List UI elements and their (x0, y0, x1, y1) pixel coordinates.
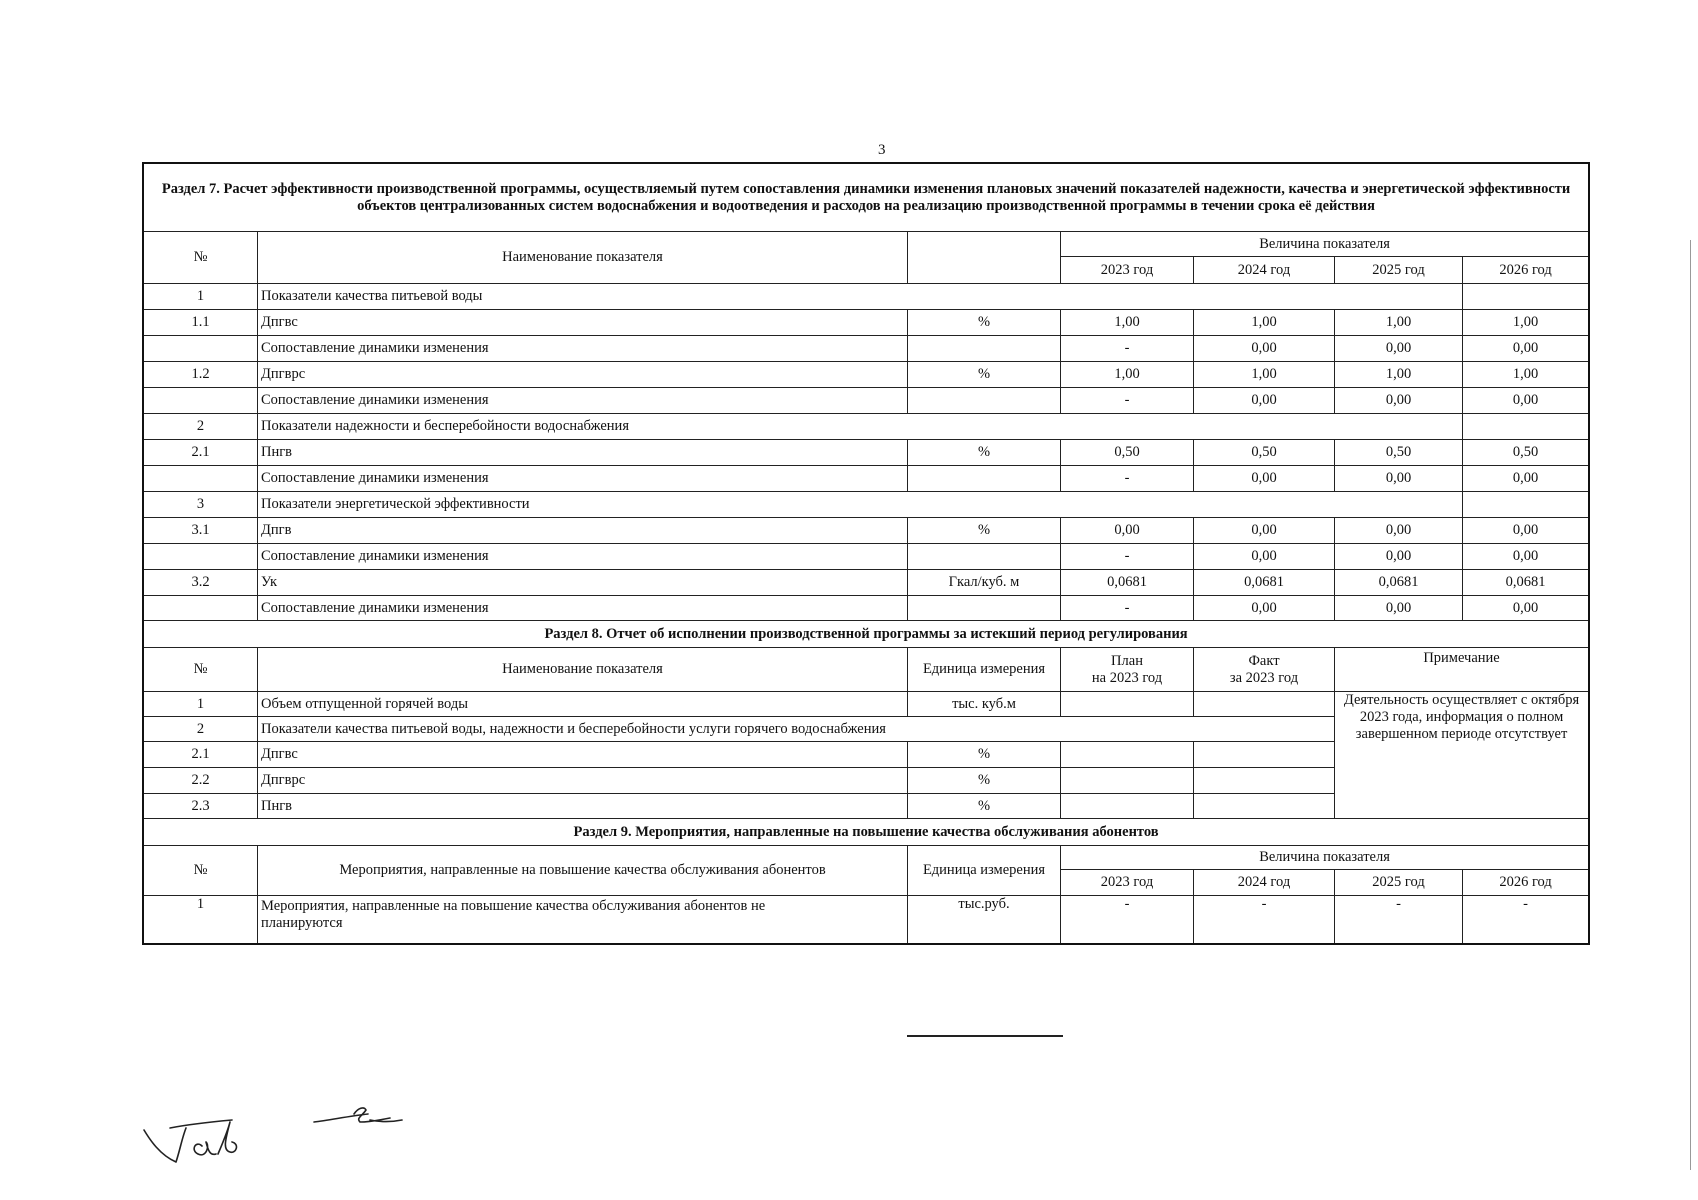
row-name: Показатели качества питьевой воды (258, 284, 1463, 310)
row-value: - (1335, 896, 1463, 944)
row-unit (908, 466, 1061, 492)
row-fact (1194, 692, 1335, 717)
row-plan (1061, 768, 1194, 794)
table-row (144, 388, 1589, 414)
row-empty (1463, 284, 1589, 310)
row-value: - (1061, 544, 1194, 570)
row-value: 0,00 (1335, 336, 1463, 362)
row-num: 2.1 (144, 742, 258, 768)
section8-title: Раздел 8. Отчет об исполнении производственной программы за истекший период регулирования (144, 621, 1589, 648)
section9-title: Раздел 9. Мероприятия, направленные на повышение качества обслуживания абонентов (144, 819, 1589, 846)
s7-header-year: 2025 год (1335, 257, 1463, 284)
row-value: - (1061, 336, 1194, 362)
row-value: 0,00 (1463, 596, 1589, 621)
row-unit (908, 544, 1061, 570)
row-value: 0,00 (1194, 596, 1335, 621)
row-value: 0,00 (1335, 544, 1463, 570)
s7-header-name: Наименование показателя (258, 232, 908, 284)
row-value: 0,00 (1335, 596, 1463, 621)
row-num: 1.1 (144, 310, 258, 336)
row-value: 0,0681 (1194, 570, 1335, 596)
s9-header-name: Мероприятия, направленные на повышение качества обслуживания абонентов (258, 846, 908, 896)
row-name: Пнгв (258, 794, 908, 819)
row-value: 1,00 (1335, 310, 1463, 336)
table-row (144, 310, 1589, 336)
row-value: 0,00 (1194, 466, 1335, 492)
row-value: 0,00 (1194, 544, 1335, 570)
report-table (143, 163, 1589, 944)
row-num: 2 (144, 414, 258, 440)
row-name: Сопоставление динамики изменения (258, 544, 908, 570)
s7-header-unit (908, 232, 1061, 284)
table-row (144, 414, 1589, 440)
row-value: 1,00 (1463, 362, 1589, 388)
row-name: Сопоставление динамики изменения (258, 466, 908, 492)
row-value: 1,00 (1194, 310, 1335, 336)
signature-right (314, 1108, 402, 1122)
row-value: 0,00 (1194, 518, 1335, 544)
row-num (144, 466, 258, 492)
row-value: 0,50 (1194, 440, 1335, 466)
row-unit: % (908, 518, 1061, 544)
s7-header-value-group: Величина показателя (1061, 232, 1589, 257)
s9-header-year: 2026 год (1463, 870, 1589, 896)
row-value: - (1463, 896, 1589, 944)
row-value: 0,0681 (1463, 570, 1589, 596)
row-num: 1 (144, 896, 258, 944)
row-num (144, 336, 258, 362)
row-unit: % (908, 440, 1061, 466)
row-name: Дпгврс (258, 362, 908, 388)
row-value: 0,00 (1194, 336, 1335, 362)
row-num: 3.1 (144, 518, 258, 544)
row-value: 1,00 (1194, 362, 1335, 388)
row-name: Ук (258, 570, 908, 596)
row-num: 2.2 (144, 768, 258, 794)
table-row (144, 570, 1589, 596)
row-value: - (1194, 896, 1335, 944)
row-value: 0,00 (1463, 466, 1589, 492)
row-unit: тыс. куб.м (908, 692, 1061, 717)
row-value: 0,50 (1061, 440, 1194, 466)
row-value: 0,00 (1335, 388, 1463, 414)
row-num: 3 (144, 492, 258, 518)
table-row (144, 544, 1589, 570)
row-value: 0,0681 (1335, 570, 1463, 596)
table-row (144, 518, 1589, 544)
row-num: 1 (144, 284, 258, 310)
table-row (144, 596, 1589, 621)
s8-header-plan-line1: План (1111, 652, 1143, 669)
row-unit: % (908, 310, 1061, 336)
section7-title: Раздел 7. Расчет эффективности производственной программы, осуществляемый путем сопоставления динамики изменения плановых значений показателей надежности, качества и энергетической эффективности объектов централизованных систем водоснабжения и водоотведения и расходов на реализацию производственной программы в течении срока её действия (144, 164, 1589, 232)
row-name: Пнгв (258, 440, 908, 466)
row-fact (1194, 794, 1335, 819)
table-row (144, 440, 1589, 466)
table-row (144, 284, 1589, 310)
row-fact (1194, 768, 1335, 794)
row-num (144, 388, 258, 414)
row-plan (1061, 742, 1194, 768)
s8-header-unit: Единица измерения (908, 648, 1061, 692)
row-value: 1,00 (1335, 362, 1463, 388)
row-unit (908, 596, 1061, 621)
row-empty (1463, 492, 1589, 518)
s8-header-plan-line2: на 2023 год (1091, 669, 1163, 686)
s7-header-num: № (144, 232, 258, 284)
row-name: Сопоставление динамики изменения (258, 388, 908, 414)
page-number: 3 (878, 142, 886, 158)
row-unit: % (908, 768, 1061, 794)
footer-rule (907, 1035, 1063, 1037)
table-row (144, 492, 1589, 518)
row-name: Сопоставление динамики изменения (258, 596, 908, 621)
row-value: - (1061, 466, 1194, 492)
row-value: 0,50 (1335, 440, 1463, 466)
row-num: 2.3 (144, 794, 258, 819)
s8-note-text: Деятельность осуществляет с октября 2023 года, информация о полном завершенном периоде отсутствует (1335, 692, 1589, 819)
s9-header-year: 2025 год (1335, 870, 1463, 896)
row-unit (908, 336, 1061, 362)
s9-header-year: 2024 год (1194, 870, 1335, 896)
row-name: Дпгвс (258, 310, 908, 336)
row-value: 0,00 (1463, 388, 1589, 414)
handwritten-signatures (140, 1100, 440, 1170)
s9-header-unit: Единица измерения (908, 846, 1061, 896)
row-fact (1194, 742, 1335, 768)
row-unit: Гкал/куб. м (908, 570, 1061, 596)
table-row (144, 466, 1589, 492)
row-name: Мероприятия, направленные на повышение качества обслуживания абонентов не планируются (258, 896, 908, 944)
scan-edge-line (1690, 240, 1691, 1170)
s9-header-num: № (144, 846, 258, 896)
row-plan (1061, 692, 1194, 717)
row-value: 0,00 (1463, 518, 1589, 544)
table-row (144, 896, 1589, 944)
row-num: 1 (144, 692, 258, 717)
row-name: Объем отпущенной горячей воды (258, 692, 908, 717)
table-row (144, 362, 1589, 388)
row-value: 0,00 (1463, 544, 1589, 570)
row-value: 1,00 (1463, 310, 1589, 336)
s7-header-year: 2024 год (1194, 257, 1335, 284)
row-num (144, 596, 258, 621)
row-name: Показатели качества питьевой воды, надежности и бесперебойности услуги горячего водоснабжения (258, 717, 1335, 742)
row-value: - (1061, 896, 1194, 944)
row-unit: % (908, 362, 1061, 388)
row-name: Сопоставление динамики изменения (258, 336, 908, 362)
row-name: Показатели энергетической эффективности (258, 492, 1463, 518)
row-unit: % (908, 794, 1061, 819)
signature-left (144, 1120, 236, 1162)
row-num: 3.2 (144, 570, 258, 596)
row-plan (1061, 794, 1194, 819)
row-num: 2 (144, 717, 258, 742)
row-value: 0,00 (1335, 466, 1463, 492)
s8-header-fact-line1: Факт (1248, 652, 1280, 669)
row-value: 1,00 (1061, 362, 1194, 388)
row-name: Дпгвс (258, 742, 908, 768)
s9-header-year: 2023 год (1061, 870, 1194, 896)
s8-header-num: № (144, 648, 258, 692)
table-row (144, 692, 1589, 717)
row-num: 2.1 (144, 440, 258, 466)
row-value: 0,50 (1463, 440, 1589, 466)
s7-header-year: 2023 год (1061, 257, 1194, 284)
row-num: 1.2 (144, 362, 258, 388)
s7-header-year: 2026 год (1463, 257, 1589, 284)
row-name: Показатели надежности и бесперебойности водоснабжения (258, 414, 1463, 440)
s8-header-fact (1194, 648, 1335, 692)
row-value: 0,0681 (1061, 570, 1194, 596)
table-row (144, 336, 1589, 362)
row-empty (1463, 414, 1589, 440)
row-unit: % (908, 742, 1061, 768)
s8-header-note: Примечание (1335, 648, 1589, 692)
row-num (144, 544, 258, 570)
row-unit (908, 388, 1061, 414)
row-value: 0,00 (1335, 518, 1463, 544)
row-value: - (1061, 596, 1194, 621)
row-value: - (1061, 388, 1194, 414)
s9-header-value-group: Величина показателя (1061, 846, 1589, 870)
row-value: 0,00 (1463, 336, 1589, 362)
row-value: 0,00 (1194, 388, 1335, 414)
s8-header-name: Наименование показателя (258, 648, 908, 692)
s8-header-plan (1061, 648, 1194, 692)
row-name: Дпгврс (258, 768, 908, 794)
s8-header-fact-line2: за 2023 год (1229, 669, 1299, 686)
row-name: Дпгв (258, 518, 908, 544)
row-value: 0,00 (1061, 518, 1194, 544)
row-value: 1,00 (1061, 310, 1194, 336)
row-unit: тыс.руб. (908, 896, 1061, 944)
